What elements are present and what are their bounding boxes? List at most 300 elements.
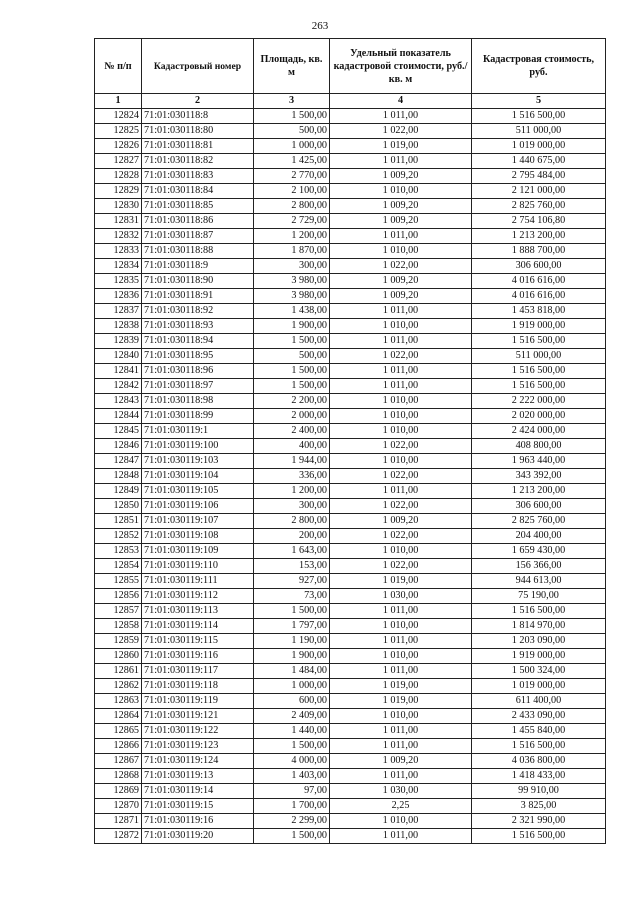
table-row: [95, 409, 606, 424]
cadastral-number-cell: 71:01:030118:95: [142, 349, 254, 364]
area-cell: 1 484,00: [254, 664, 330, 679]
row-number-cell: 12842: [95, 379, 142, 394]
row-number-cell: 12838: [95, 319, 142, 334]
specific-value-cell: 1 009,20: [330, 214, 472, 229]
specific-value-cell: 1 019,00: [330, 679, 472, 694]
specific-value-cell: 1 022,00: [330, 124, 472, 139]
table-row: [95, 319, 606, 334]
area-cell: 1 944,00: [254, 454, 330, 469]
table-row: [95, 664, 606, 679]
cadastral-value-cell: 99 910,00: [472, 784, 606, 799]
row-number-cell: 12869: [95, 784, 142, 799]
cadastral-value-cell: 4 036 800,00: [472, 754, 606, 769]
table-row: [95, 619, 606, 634]
cadastral-value-cell: 3 825,00: [472, 799, 606, 814]
area-cell: 1 500,00: [254, 739, 330, 754]
table-row: [95, 739, 606, 754]
cadastral-number-cell: 71:01:030119:121: [142, 709, 254, 724]
cadastral-number-cell: 71:01:030119:106: [142, 499, 254, 514]
area-cell: 200,00: [254, 529, 330, 544]
specific-value-cell: 1 022,00: [330, 529, 472, 544]
cadastral-value-cell: 306 600,00: [472, 499, 606, 514]
table-row: [95, 469, 606, 484]
table-body: [95, 109, 606, 844]
row-number-cell: 12857: [95, 604, 142, 619]
row-number-cell: 12872: [95, 829, 142, 844]
table-row: [95, 544, 606, 559]
row-number-cell: 12868: [95, 769, 142, 784]
cadastral-value-cell: 1 516 500,00: [472, 829, 606, 844]
row-number-cell: 12848: [95, 469, 142, 484]
specific-value-cell: 1 022,00: [330, 439, 472, 454]
area-cell: 1 500,00: [254, 379, 330, 394]
cadastral-value-cell: 2 424 000,00: [472, 424, 606, 439]
specific-value-cell: 1 022,00: [330, 259, 472, 274]
cadastral-number-cell: 71:01:030119:107: [142, 514, 254, 529]
row-number-cell: 12841: [95, 364, 142, 379]
cadastral-value-cell: 156 366,00: [472, 559, 606, 574]
table-row: [95, 169, 606, 184]
cadastral-number-cell: 71:01:030118:91: [142, 289, 254, 304]
area-cell: 1 500,00: [254, 364, 330, 379]
specific-value-cell: 1 009,20: [330, 289, 472, 304]
table-row: [95, 799, 606, 814]
row-number-cell: 12856: [95, 589, 142, 604]
area-cell: 2 200,00: [254, 394, 330, 409]
cadastral-number-cell: 71:01:030119:114: [142, 619, 254, 634]
specific-value-cell: 1 009,20: [330, 169, 472, 184]
specific-value-cell: 1 011,00: [330, 769, 472, 784]
row-number-cell: 12827: [95, 154, 142, 169]
cadastral-value-cell: 1 516 500,00: [472, 379, 606, 394]
area-cell: 2 409,00: [254, 709, 330, 724]
specific-value-cell: 1 011,00: [330, 379, 472, 394]
table-row: [95, 199, 606, 214]
area-cell: 4 000,00: [254, 754, 330, 769]
table-row: [95, 424, 606, 439]
cadastral-number-cell: 71:01:030118:90: [142, 274, 254, 289]
cadastral-number-cell: 71:01:030119:14: [142, 784, 254, 799]
table-row: [95, 304, 606, 319]
specific-value-cell: 1 011,00: [330, 109, 472, 124]
specific-value-cell: 1 010,00: [330, 394, 472, 409]
area-cell: 2 400,00: [254, 424, 330, 439]
specific-value-cell: 1 011,00: [330, 334, 472, 349]
specific-value-cell: 1 011,00: [330, 634, 472, 649]
row-number-cell: 12834: [95, 259, 142, 274]
table-row: [95, 394, 606, 409]
area-cell: 2 100,00: [254, 184, 330, 199]
specific-value-cell: 1 010,00: [330, 619, 472, 634]
table-row: [95, 364, 606, 379]
row-number-cell: 12865: [95, 724, 142, 739]
specific-value-cell: 1 010,00: [330, 544, 472, 559]
cadastral-value-cell: 1 888 700,00: [472, 244, 606, 259]
area-cell: 1 870,00: [254, 244, 330, 259]
header-cadastral-value: Кадастровая стоимость, руб.: [472, 39, 606, 94]
specific-value-cell: 1 011,00: [330, 664, 472, 679]
row-number-cell: 12829: [95, 184, 142, 199]
specific-value-cell: 1 019,00: [330, 139, 472, 154]
row-number-cell: 12844: [95, 409, 142, 424]
table-row: [95, 154, 606, 169]
cadastral-number-cell: 71:01:030119:118: [142, 679, 254, 694]
table-row: [95, 274, 606, 289]
cadastral-number-cell: 71:01:030118:84: [142, 184, 254, 199]
cadastral-value-cell: 1 516 500,00: [472, 364, 606, 379]
row-number-cell: 12825: [95, 124, 142, 139]
cadastral-number-cell: 71:01:030118:83: [142, 169, 254, 184]
area-cell: 600,00: [254, 694, 330, 709]
header-specific-value: Удельный показатель кадастровой стоимости, руб./кв. м: [330, 39, 472, 94]
specific-value-cell: 1 009,20: [330, 199, 472, 214]
specific-value-cell: 1 022,00: [330, 469, 472, 484]
row-number-cell: 12852: [95, 529, 142, 544]
area-cell: 927,00: [254, 574, 330, 589]
cadastral-value-cell: 1 455 840,00: [472, 724, 606, 739]
page-number: 263: [311, 20, 329, 32]
row-number-cell: 12836: [95, 289, 142, 304]
cadastral-number-cell: 71:01:030118:97: [142, 379, 254, 394]
table-row: [95, 709, 606, 724]
cadastral-number-cell: 71:01:030118:99: [142, 409, 254, 424]
table-row: [95, 124, 606, 139]
cadastral-number-cell: 71:01:030119:124: [142, 754, 254, 769]
cadastral-value-cell: 1 440 675,00: [472, 154, 606, 169]
specific-value-cell: 1 011,00: [330, 304, 472, 319]
cadastral-number-cell: 71:01:030119:15: [142, 799, 254, 814]
cadastral-number-cell: 71:01:030118:87: [142, 229, 254, 244]
cadastral-number-cell: 71:01:030118:82: [142, 154, 254, 169]
cadastral-value-cell: 408 800,00: [472, 439, 606, 454]
cadastral-number-cell: 71:01:030119:113: [142, 604, 254, 619]
row-number-cell: 12849: [95, 484, 142, 499]
row-number-cell: 12853: [95, 544, 142, 559]
area-cell: 2 000,00: [254, 409, 330, 424]
table-row: [95, 769, 606, 784]
table-row: [95, 334, 606, 349]
cadastral-value-cell: 306 600,00: [472, 259, 606, 274]
row-number-cell: 12858: [95, 619, 142, 634]
area-cell: 1 797,00: [254, 619, 330, 634]
specific-value-cell: 1 010,00: [330, 814, 472, 829]
specific-value-cell: 1 030,00: [330, 784, 472, 799]
cadastral-value-cell: 4 016 616,00: [472, 289, 606, 304]
table-row: [95, 499, 606, 514]
cadastral-value-cell: 2 321 990,00: [472, 814, 606, 829]
area-cell: 1 000,00: [254, 139, 330, 154]
row-number-cell: 12860: [95, 649, 142, 664]
area-cell: 1 425,00: [254, 154, 330, 169]
cadastral-number-cell: 71:01:030119:117: [142, 664, 254, 679]
specific-value-cell: 1 019,00: [330, 694, 472, 709]
column-number: 2: [142, 94, 254, 109]
table-row: [95, 214, 606, 229]
cadastral-number-cell: 71:01:030119:122: [142, 724, 254, 739]
cadastral-value-cell: 1 814 970,00: [472, 619, 606, 634]
cadastral-value-cell: 2 222 000,00: [472, 394, 606, 409]
table-row: [95, 649, 606, 664]
area-cell: 2 800,00: [254, 514, 330, 529]
cadastral-number-cell: 71:01:030119:16: [142, 814, 254, 829]
area-cell: 1 200,00: [254, 229, 330, 244]
area-cell: 2 299,00: [254, 814, 330, 829]
table-row: [95, 784, 606, 799]
cadastral-value-cell: 1 963 440,00: [472, 454, 606, 469]
row-number-cell: 12826: [95, 139, 142, 154]
cadastral-value-cell: 1 453 818,00: [472, 304, 606, 319]
area-cell: 1 643,00: [254, 544, 330, 559]
specific-value-cell: 1 011,00: [330, 739, 472, 754]
cadastral-value-cell: 4 016 616,00: [472, 274, 606, 289]
row-number-cell: 12830: [95, 199, 142, 214]
column-number: 5: [472, 94, 606, 109]
cadastral-number-cell: 71:01:030119:100: [142, 439, 254, 454]
row-number-cell: 12855: [95, 574, 142, 589]
specific-value-cell: 1 010,00: [330, 244, 472, 259]
cadastral-number-cell: 71:01:030119:115: [142, 634, 254, 649]
cadastral-value-cell: 1 919 000,00: [472, 649, 606, 664]
row-number-cell: 12828: [95, 169, 142, 184]
cadastral-value-cell: 2 754 106,80: [472, 214, 606, 229]
header-area: Площадь, кв. м: [254, 39, 330, 94]
area-cell: 1 500,00: [254, 334, 330, 349]
area-cell: 1 500,00: [254, 829, 330, 844]
table-row: [95, 454, 606, 469]
row-number-cell: 12833: [95, 244, 142, 259]
specific-value-cell: 1 022,00: [330, 559, 472, 574]
area-cell: 1 500,00: [254, 604, 330, 619]
specific-value-cell: 1 010,00: [330, 709, 472, 724]
cadastral-value-cell: 2 121 000,00: [472, 184, 606, 199]
cadastral-number-cell: 71:01:030118:8: [142, 109, 254, 124]
area-cell: 1 500,00: [254, 109, 330, 124]
cadastral-number-cell: 71:01:030119:1: [142, 424, 254, 439]
cadastral-number-cell: 71:01:030119:109: [142, 544, 254, 559]
area-cell: 1 190,00: [254, 634, 330, 649]
area-cell: 500,00: [254, 349, 330, 364]
row-number-cell: 12859: [95, 634, 142, 649]
specific-value-cell: 1 009,20: [330, 274, 472, 289]
cadastral-number-cell: 71:01:030118:85: [142, 199, 254, 214]
specific-value-cell: 1 011,00: [330, 484, 472, 499]
table-row: [95, 679, 606, 694]
cadastral-value-table: [94, 38, 606, 844]
table-row: [95, 589, 606, 604]
table-row: [95, 229, 606, 244]
area-cell: 400,00: [254, 439, 330, 454]
specific-value-cell: 1 011,00: [330, 724, 472, 739]
specific-value-cell: 1 022,00: [330, 349, 472, 364]
cadastral-number-cell: 71:01:030118:9: [142, 259, 254, 274]
cadastral-value-cell: 2 795 484,00: [472, 169, 606, 184]
table-row: [95, 529, 606, 544]
area-cell: 1 700,00: [254, 799, 330, 814]
cadastral-number-cell: 71:01:030119:13: [142, 769, 254, 784]
table-row: [95, 379, 606, 394]
specific-value-cell: 1 010,00: [330, 454, 472, 469]
cadastral-number-cell: 71:01:030118:81: [142, 139, 254, 154]
table-row: [95, 574, 606, 589]
area-cell: 500,00: [254, 124, 330, 139]
specific-value-cell: 1 011,00: [330, 364, 472, 379]
cadastral-value-cell: 1 516 500,00: [472, 109, 606, 124]
specific-value-cell: 1 011,00: [330, 229, 472, 244]
column-number: 4: [330, 94, 472, 109]
area-cell: 1 900,00: [254, 649, 330, 664]
cadastral-number-cell: 71:01:030119:123: [142, 739, 254, 754]
row-number-cell: 12870: [95, 799, 142, 814]
row-number-cell: 12824: [95, 109, 142, 124]
cadastral-value-cell: 2 020 000,00: [472, 409, 606, 424]
specific-value-cell: 1 010,00: [330, 319, 472, 334]
row-number-cell: 12840: [95, 349, 142, 364]
area-cell: 153,00: [254, 559, 330, 574]
cadastral-value-cell: 1 418 433,00: [472, 769, 606, 784]
area-cell: 1 000,00: [254, 679, 330, 694]
cadastral-value-cell: 75 190,00: [472, 589, 606, 604]
table-row: [95, 829, 606, 844]
cadastral-value-cell: 343 392,00: [472, 469, 606, 484]
table-row: [95, 139, 606, 154]
row-number-cell: 12866: [95, 739, 142, 754]
table-row: [95, 184, 606, 199]
cadastral-value-cell: 1 019 000,00: [472, 139, 606, 154]
row-number-cell: 12835: [95, 274, 142, 289]
row-number-cell: 12845: [95, 424, 142, 439]
area-cell: 336,00: [254, 469, 330, 484]
table-row: [95, 259, 606, 274]
cadastral-value-cell: 1 919 000,00: [472, 319, 606, 334]
area-cell: 2 800,00: [254, 199, 330, 214]
row-number-cell: 12867: [95, 754, 142, 769]
cadastral-value-cell: 1 659 430,00: [472, 544, 606, 559]
cadastral-number-cell: 71:01:030119:119: [142, 694, 254, 709]
table-row: [95, 289, 606, 304]
cadastral-value-cell: 1 203 090,00: [472, 634, 606, 649]
row-number-cell: 12862: [95, 679, 142, 694]
area-cell: 1 900,00: [254, 319, 330, 334]
cadastral-number-cell: 71:01:030118:93: [142, 319, 254, 334]
row-number-cell: 12831: [95, 214, 142, 229]
area-cell: 2 729,00: [254, 214, 330, 229]
area-cell: 1 440,00: [254, 724, 330, 739]
cadastral-number-cell: 71:01:030119:110: [142, 559, 254, 574]
row-number-cell: 12843: [95, 394, 142, 409]
row-number-cell: 12854: [95, 559, 142, 574]
table-row: [95, 349, 606, 364]
area-cell: 3 980,00: [254, 274, 330, 289]
cadastral-value-cell: 511 000,00: [472, 124, 606, 139]
table-row: [95, 814, 606, 829]
cadastral-number-cell: 71:01:030118:88: [142, 244, 254, 259]
area-cell: 73,00: [254, 589, 330, 604]
specific-value-cell: 2,25: [330, 799, 472, 814]
cadastral-number-cell: 71:01:030118:98: [142, 394, 254, 409]
cadastral-number-cell: 71:01:030118:94: [142, 334, 254, 349]
specific-value-cell: 1 022,00: [330, 499, 472, 514]
specific-value-cell: 1 009,20: [330, 514, 472, 529]
area-cell: 300,00: [254, 499, 330, 514]
cadastral-number-cell: 71:01:030119:108: [142, 529, 254, 544]
area-cell: 1 200,00: [254, 484, 330, 499]
area-cell: 300,00: [254, 259, 330, 274]
specific-value-cell: 1 010,00: [330, 424, 472, 439]
column-number-row: [95, 94, 606, 109]
table-row: [95, 604, 606, 619]
row-number-cell: 12839: [95, 334, 142, 349]
cadastral-value-cell: 1 500 324,00: [472, 664, 606, 679]
table-row: [95, 754, 606, 769]
table-row: [95, 244, 606, 259]
cadastral-value-cell: 1 213 200,00: [472, 484, 606, 499]
cadastral-number-cell: 71:01:030119:20: [142, 829, 254, 844]
cadastral-number-cell: 71:01:030119:104: [142, 469, 254, 484]
cadastral-number-cell: 71:01:030118:80: [142, 124, 254, 139]
cadastral-value-cell: 2 433 090,00: [472, 709, 606, 724]
header-cadastral-number: Кадастровый номер: [142, 39, 254, 94]
area-cell: 2 770,00: [254, 169, 330, 184]
table-row: [95, 439, 606, 454]
cadastral-number-cell: 71:01:030119:116: [142, 649, 254, 664]
row-number-cell: 12832: [95, 229, 142, 244]
area-cell: 3 980,00: [254, 289, 330, 304]
cadastral-value-cell: 511 000,00: [472, 349, 606, 364]
table-row: [95, 514, 606, 529]
area-cell: 1 403,00: [254, 769, 330, 784]
specific-value-cell: 1 030,00: [330, 589, 472, 604]
row-number-cell: 12864: [95, 709, 142, 724]
header-row-number: № п/п: [95, 39, 142, 94]
cadastral-value-cell: 611 400,00: [472, 694, 606, 709]
cadastral-value-cell: 1 516 500,00: [472, 739, 606, 754]
table-row: [95, 724, 606, 739]
specific-value-cell: 1 019,00: [330, 574, 472, 589]
cadastral-number-cell: 71:01:030119:111: [142, 574, 254, 589]
cadastral-value-cell: 1 516 500,00: [472, 334, 606, 349]
cadastral-value-cell: 1 019 000,00: [472, 679, 606, 694]
specific-value-cell: 1 011,00: [330, 154, 472, 169]
area-cell: 97,00: [254, 784, 330, 799]
cadastral-number-cell: 71:01:030118:86: [142, 214, 254, 229]
specific-value-cell: 1 010,00: [330, 409, 472, 424]
specific-value-cell: 1 011,00: [330, 604, 472, 619]
row-number-cell: 12850: [95, 499, 142, 514]
row-number-cell: 12863: [95, 694, 142, 709]
cadastral-value-cell: 2 825 760,00: [472, 199, 606, 214]
row-number-cell: 12851: [95, 514, 142, 529]
cadastral-value-cell: 2 825 760,00: [472, 514, 606, 529]
table-row: [95, 484, 606, 499]
cadastral-number-cell: 71:01:030118:96: [142, 364, 254, 379]
column-number: 1: [95, 94, 142, 109]
cadastral-value-cell: 1 213 200,00: [472, 229, 606, 244]
table-row: [95, 694, 606, 709]
row-number-cell: 12861: [95, 664, 142, 679]
row-number-cell: 12846: [95, 439, 142, 454]
table-row: [95, 634, 606, 649]
cadastral-value-cell: 1 516 500,00: [472, 604, 606, 619]
specific-value-cell: 1 009,20: [330, 754, 472, 769]
specific-value-cell: 1 010,00: [330, 649, 472, 664]
area-cell: 1 438,00: [254, 304, 330, 319]
cadastral-number-cell: 71:01:030119:112: [142, 589, 254, 604]
cadastral-value-cell: 944 613,00: [472, 574, 606, 589]
cadastral-value-cell: 204 400,00: [472, 529, 606, 544]
table-row: [95, 559, 606, 574]
cadastral-number-cell: 71:01:030119:105: [142, 484, 254, 499]
specific-value-cell: 1 010,00: [330, 184, 472, 199]
